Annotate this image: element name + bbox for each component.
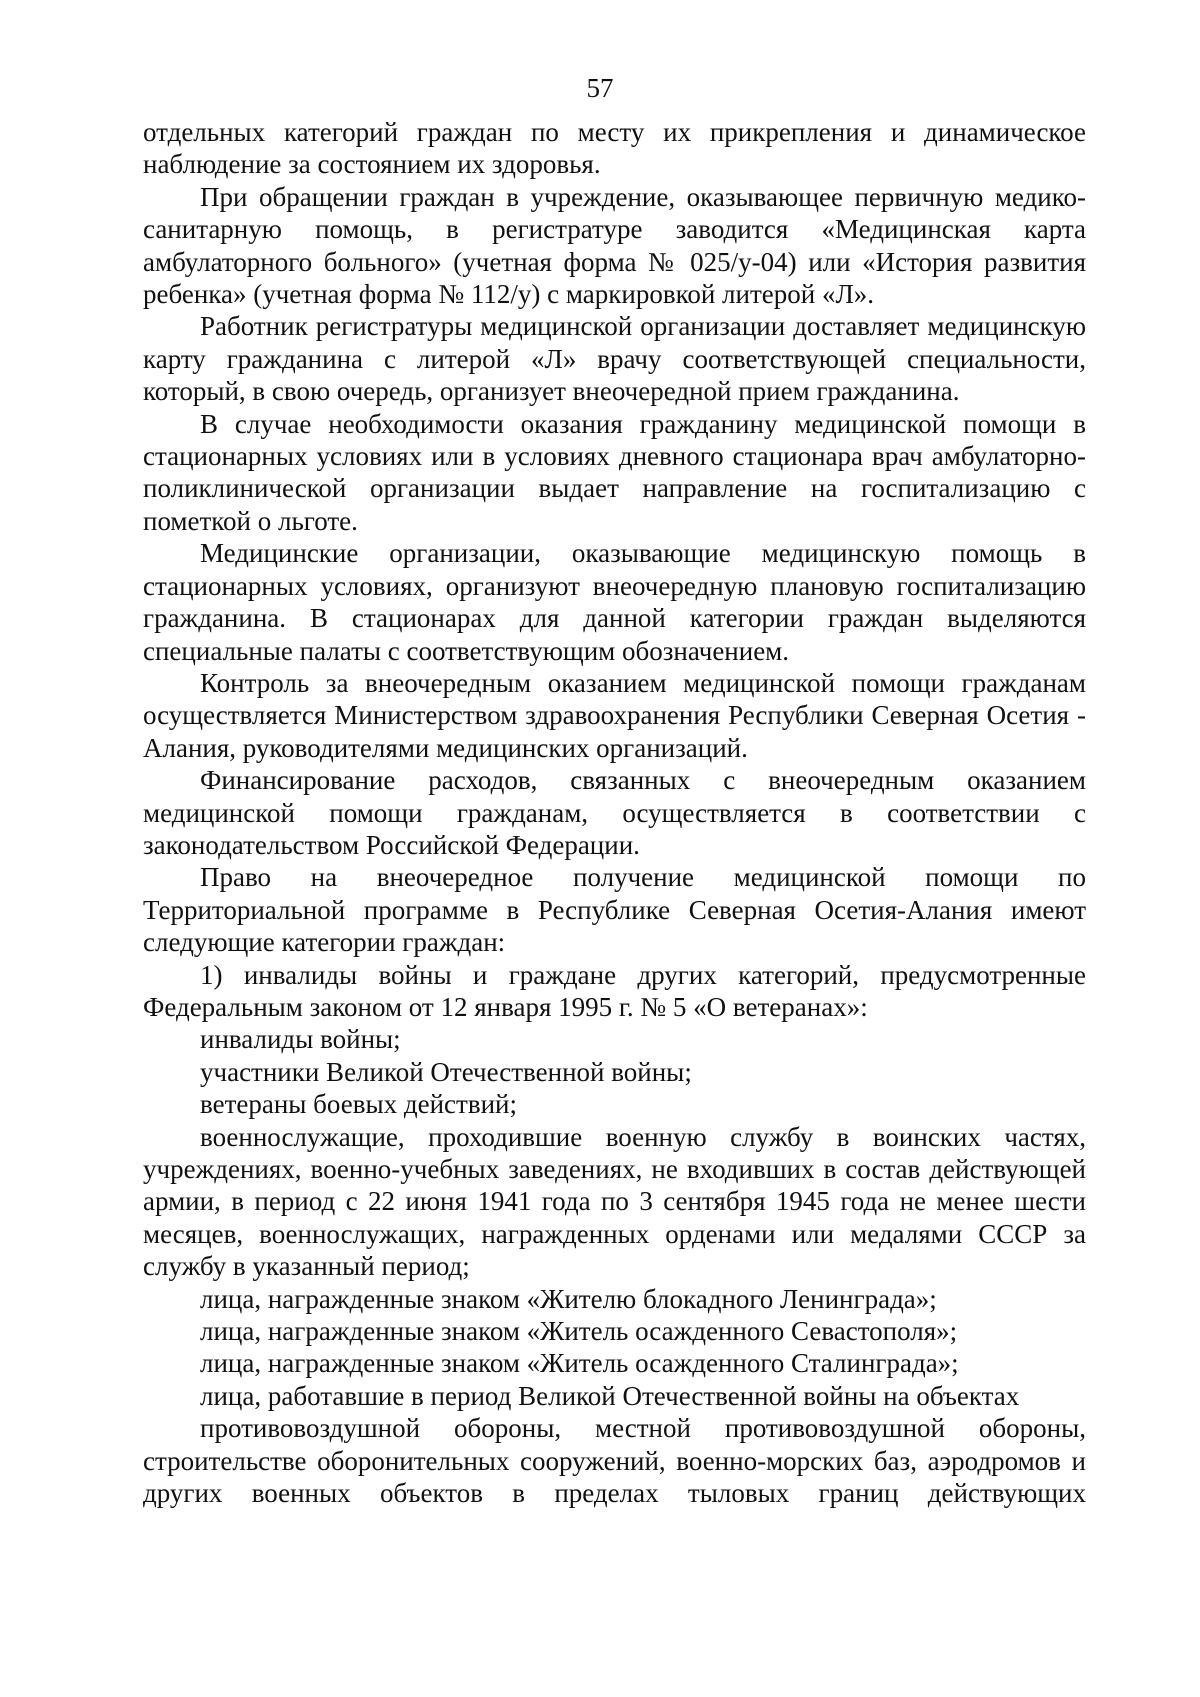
paragraph-eligible-categories: Право на внеочередное получение медицинской помощи по Территориальной программе в Республике Северная Осетия-Алания имеют следующие категории граждан:	[143, 862, 1086, 958]
list-subitem-sevastopol-badge: лица, награжденные знаком «Житель осажденного Севастополя»;	[200, 1316, 958, 1347]
paragraph-hospital-referral: В случае необходимости оказания гражданину медицинской помощи в стационарных условиях или в условиях дневного стационара врач амбулаторно-поликлинической организации выдает направление на госпитализацию с пометкой о льготе.	[143, 408, 1086, 536]
list-subitem-ww2-participants: участники Великой Отечественной войны;	[200, 1056, 692, 1087]
paragraph-financing: Финансирование расходов, связанных с внеочередным оказанием медицинской помощи гражданам, осуществляется в соответствии с законодательством Российской Федерации.	[143, 765, 1086, 860]
body-text	[143, 116, 1086, 1509]
page-number: 57	[586, 73, 614, 103]
paragraph-control: Контроль за внеочередным оказанием медицинской помощи гражданам осуществляется Министерством здравоохранения Республики Северная Осетия - Алания, руководителями медицинских организаций.	[143, 667, 1086, 763]
paragraph-registrar-worker: Работник регистратуры медицинской организации доставляет медицинскую карту гражданина с литерой «Л» врачу соответствующей специальности, который, в свою очередь, организует внеочередной прием гражданина.	[143, 311, 1086, 407]
list-subitem-war-invalids: инвалиды войны;	[200, 1024, 401, 1055]
list-subitem-combat-veterans: ветераны боевых действий;	[200, 1089, 517, 1120]
paragraph-continuation: отдельных категорий граждан по месту их прикрепления и динамическое наблюдение за состоянием их здоровья.	[143, 117, 1086, 180]
list-subitem-air-defense-continuation: противовоздушной обороны, местной противовоздушной обороны, строительстве оборонительных сооружений, военно-морских баз, аэродромов и других военных объектов в пределах тыловых границ действующих	[143, 1413, 1086, 1509]
list-subitem-defense-workers: лица, работавшие в период Великой Отечественной войны на объектах	[200, 1380, 1020, 1411]
list-item-1-war-invalids: 1) инвалиды войны и граждане других категорий, предусмотренные Федеральным законом от 12 января 1995 г. № 5 «О ветеранах»:	[143, 959, 1086, 1022]
list-subitem-stalingrad-badge: лица, награжденные знаком «Житель осажденного Сталинграда»;	[200, 1348, 959, 1379]
paragraph-registration: При обращении граждан в учреждение, оказывающее первичную медико-санитарную помощь, в регистратуре заводится «Медицинская карта амбулаторного больного» (учетная форма № 025/у-04) или «История развития ребенка» (учетная форма № 112/у) с маркировкой литерой «Л».	[143, 181, 1086, 310]
paragraph-inpatient-organizations: Медицинские организации, оказывающие медицинскую помощь в стационарных условиях, организуют внеочередную плановую госпитализацию гражданина. В стационарах для данной категории граждан выделяются специальные палаты с соответствующим обозначением.	[143, 538, 1086, 666]
list-subitem-leningrad-badge: лица, награжденные знаком «Жителю блокадного Ленинграда»;	[200, 1283, 937, 1314]
list-subitem-servicemen: военнослужащие, проходившие военную службу в воинских частях, учреждениях, военно-учебных заведениях, не входивших в состав действующей армии, в период с 22 июня 1941 года по 3 сентября 1945 года не менее шести месяцев, военнослужащих, награжденных орденами или медалями СССР за службу в указанный период;	[143, 1121, 1086, 1282]
